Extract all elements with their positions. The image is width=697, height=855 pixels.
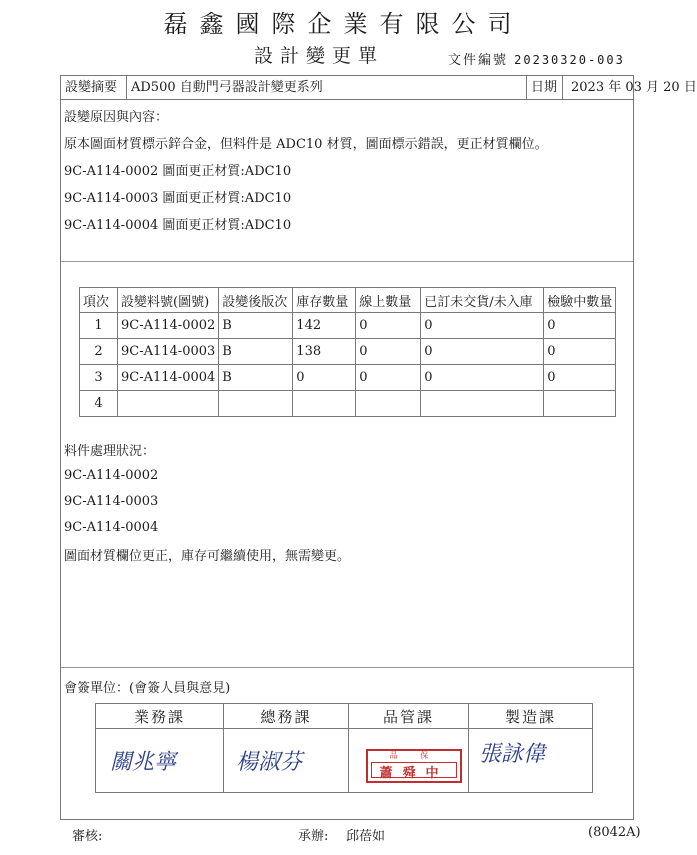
col-header: 檢驗中數量 (544, 288, 616, 313)
table-cell: 0 (293, 365, 356, 391)
countersign-heading: 會簽單位：(會簽人員與意見) (64, 681, 231, 696)
table-cell: 0 (356, 365, 421, 391)
table-cell (118, 391, 219, 417)
col-header: 線上數量 (356, 288, 421, 313)
table-row (80, 313, 616, 339)
table-cell: 9C-A114-0004 (118, 365, 219, 391)
table-cell: 0 (544, 339, 616, 365)
table-cell: 0 (421, 365, 544, 391)
disposition-line: 9C-A114-0004 (64, 520, 159, 535)
section-divider (61, 667, 633, 668)
table-row (80, 365, 616, 391)
table-cell: 0 (544, 365, 616, 391)
signature-cell (224, 729, 349, 793)
stamp-department: 品 保 (389, 751, 439, 760)
reason-line: 9C-A114-0003 圖面更正材質:ADC10 (64, 191, 292, 206)
handler-label: 承辦: (298, 829, 329, 844)
reason-line: 9C-A114-0002 圖面更正材質:ADC10 (64, 164, 292, 179)
document-number (448, 49, 625, 68)
signature-cell (469, 729, 593, 793)
disposition-heading: 料件處理狀況： (64, 444, 156, 459)
table-cell (356, 391, 421, 417)
table-cell: 1 (80, 313, 118, 339)
items-table (79, 287, 616, 417)
table-cell: 4 (80, 391, 118, 417)
col-header: 庫存數量 (293, 288, 356, 313)
reason-line: 原本圖面材質標示鋅合金，但料件是 ADC10 材質，圖面標示錯誤，更正材質欄位。 (64, 137, 548, 152)
table-cell: 2 (80, 339, 118, 365)
reason-line: 9C-A114-0004 圖面更正材質:ADC10 (64, 218, 292, 233)
reason-heading: 設變原因與內容： (64, 110, 169, 125)
summary-row (61, 76, 697, 100)
signature-cell (96, 729, 224, 793)
table-cell: 0 (421, 339, 544, 365)
countersign-table (95, 703, 593, 793)
summary-value: AD500 自動門弓器設計變更系列 (127, 76, 527, 99)
handler-name: 邱蓓如 (346, 829, 386, 844)
company-name: 磊鑫國際企業有限公司 (163, 10, 524, 38)
table-cell: B (219, 365, 293, 391)
date-value: 2023 年 03 月 20 日 (571, 80, 697, 95)
disposition-line: 圖面材質欄位更正，庫存可繼續使用，無需變更。 (64, 549, 351, 564)
disposition-line: 9C-A114-0003 (64, 494, 159, 509)
table-cell: 0 (544, 313, 616, 339)
form-title: 設計變更單 (254, 45, 385, 67)
table-cell: B (219, 313, 293, 339)
dept-manufacturing: 製造課 (469, 704, 593, 729)
signature-cell (349, 729, 469, 793)
table-row (80, 391, 616, 417)
table-row (80, 339, 616, 365)
table-cell: 138 (293, 339, 356, 365)
form-code: (8042A) (588, 825, 641, 840)
form-frame (60, 75, 697, 820)
col-header: 已訂未交貨/未入庫 (421, 288, 544, 313)
table-cell (219, 391, 293, 417)
table-cell: 9C-A114-0002 (118, 313, 219, 339)
date-label: 日期 (527, 76, 563, 99)
handwritten-signature: 關兆寧 (110, 750, 177, 775)
table-cell: B (219, 339, 293, 365)
table-cell: 0 (356, 313, 421, 339)
table-cell: 0 (356, 339, 421, 365)
table-cell: 0 (421, 313, 544, 339)
disposition-line: 9C-A114-0002 (64, 468, 159, 483)
col-header: 設變料號(圖號) (118, 288, 219, 313)
table-cell: 9C-A114-0003 (118, 339, 219, 365)
table-cell (544, 391, 616, 417)
review-label: 審核: (72, 829, 103, 844)
dept-general-affairs: 總務課 (224, 704, 349, 729)
col-header: 項次 (80, 288, 118, 313)
qa-stamp (366, 749, 462, 783)
table-cell: 3 (80, 365, 118, 391)
table-header-row (80, 288, 616, 313)
col-header: 設變後版次 (219, 288, 293, 313)
handwritten-signature: 張詠偉 (479, 742, 546, 767)
summary-label: 設變摘要 (61, 76, 127, 99)
section-divider (61, 261, 633, 262)
stamp-name: 蕭舜中 (379, 766, 449, 781)
document-number-value: 20230320-003 (514, 53, 625, 67)
table-cell: 142 (293, 313, 356, 339)
dept-sales: 業務課 (96, 704, 224, 729)
table-cell (421, 391, 544, 417)
table-cell (293, 391, 356, 417)
handwritten-signature: 楊淑芬 (236, 750, 303, 775)
document-number-label: 文件編號 (448, 53, 509, 68)
dept-quality-control: 品管課 (349, 704, 469, 729)
